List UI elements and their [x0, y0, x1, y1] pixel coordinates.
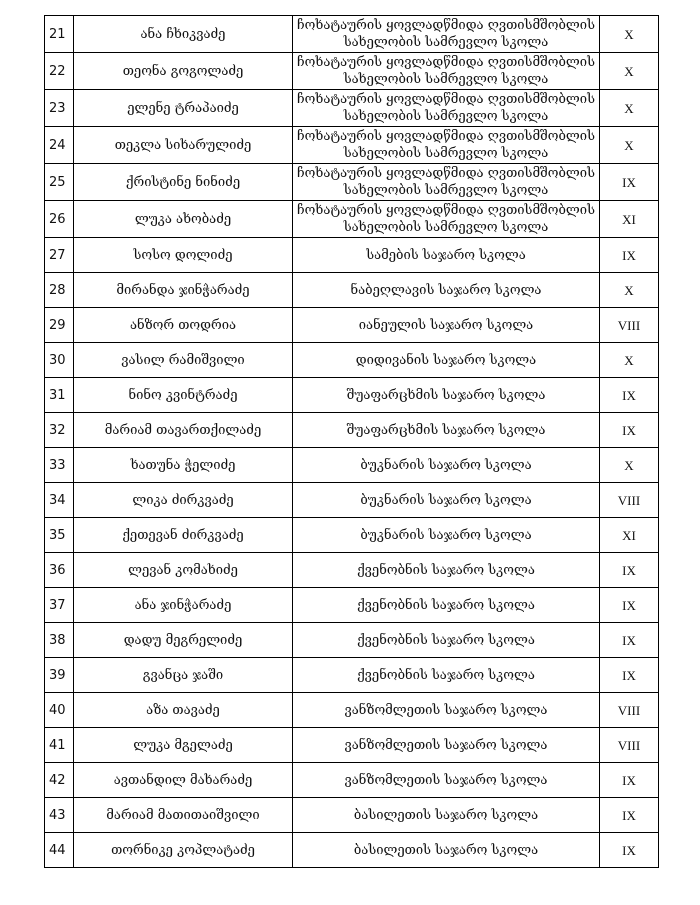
school-name: დიდივანის საჯარო სკოლა: [293, 343, 600, 378]
student-name: მარიამ თავართქილაძე: [74, 413, 293, 448]
student-name: ლიკა ძირკვაძე: [74, 483, 293, 518]
row-number: 31: [45, 378, 74, 413]
school-name: ქვენობნის საჯარო სკოლა: [293, 623, 600, 658]
grade: X: [600, 16, 659, 53]
school-name: ქვენობნის საჯარო სკოლა: [293, 553, 600, 588]
grade: XI: [600, 518, 659, 553]
row-number: 39: [45, 658, 74, 693]
student-name: მირანდა ჯინჭარაძე: [74, 273, 293, 308]
grade: IX: [600, 763, 659, 798]
school-name: ბუკნარის საჯარო სკოლა: [293, 518, 600, 553]
grade: X: [600, 127, 659, 164]
school-name: ჩოხატაურის ყოვლადწმიდა ღვთისმშობლის სახელობის სამრევლო სკოლა: [293, 201, 600, 238]
table-row: [45, 378, 659, 413]
grade: X: [600, 90, 659, 127]
table-row: [45, 127, 659, 164]
row-number: 29: [45, 308, 74, 343]
table-row: [45, 798, 659, 833]
school-name: ბუკნარის საჯარო სკოლა: [293, 483, 600, 518]
school-name: ბასილეთის საჯარო სკოლა: [293, 798, 600, 833]
table-row: [45, 658, 659, 693]
row-number: 43: [45, 798, 74, 833]
school-name: ჩოხატაურის ყოვლადწმიდა ღვთისმშობლის სახელობის სამრევლო სკოლა: [293, 90, 600, 127]
grade: IX: [600, 623, 659, 658]
grade: VIII: [600, 693, 659, 728]
participants-table-body: [45, 16, 659, 868]
student-name: მარიამ მათითაიშვილი: [74, 798, 293, 833]
grade: X: [600, 273, 659, 308]
table-row: [45, 518, 659, 553]
student-name: ლუკა ახობაძე: [74, 201, 293, 238]
grade: IX: [600, 798, 659, 833]
student-name: ელენე ტრაპაიძე: [74, 90, 293, 127]
school-name: სამების საჯარო სკოლა: [293, 238, 600, 273]
table-row: [45, 273, 659, 308]
row-number: 21: [45, 16, 74, 53]
school-name: ვანზომლეთის საჯარო სკოლა: [293, 693, 600, 728]
row-number: 32: [45, 413, 74, 448]
table-row: [45, 763, 659, 798]
row-number: 42: [45, 763, 74, 798]
student-name: ავთანდილ მახარაძე: [74, 763, 293, 798]
table-row: [45, 448, 659, 483]
row-number: 35: [45, 518, 74, 553]
row-number: 30: [45, 343, 74, 378]
student-name: თეკლა სიხარულიძე: [74, 127, 293, 164]
grade: IX: [600, 588, 659, 623]
table-row: [45, 16, 659, 53]
table-row: [45, 164, 659, 201]
school-name: ნაბეღლავის საჯარო სკოლა: [293, 273, 600, 308]
grade: IX: [600, 833, 659, 868]
school-name: შუაფარცხმის საჯარო სკოლა: [293, 413, 600, 448]
student-name: გვანცა ჯაში: [74, 658, 293, 693]
school-name: ჩოხატაურის ყოვლადწმიდა ღვთისმშობლის სახელობის სამრევლო სკოლა: [293, 53, 600, 90]
school-name: ვანზომლეთის საჯარო სკოლა: [293, 728, 600, 763]
school-name: ბასილეთის საჯარო სკოლა: [293, 833, 600, 868]
row-number: 26: [45, 201, 74, 238]
student-name: ანა ჯინჭარაძე: [74, 588, 293, 623]
student-name: ანზორ თოდრია: [74, 308, 293, 343]
row-number: 33: [45, 448, 74, 483]
row-number: 34: [45, 483, 74, 518]
table-row: [45, 238, 659, 273]
school-name: ჩოხატაურის ყოვლადწმიდა ღვთისმშობლის სახელობის სამრევლო სკოლა: [293, 16, 600, 53]
student-name: ანა ჩხიკვაძე: [74, 16, 293, 53]
grade: X: [600, 53, 659, 90]
row-number: 25: [45, 164, 74, 201]
school-name: ჩოხატაურის ყოვლადწმიდა ღვთისმშობლის სახელობის სამრევლო სკოლა: [293, 164, 600, 201]
school-name: ქვენობნის საჯარო სკოლა: [293, 658, 600, 693]
school-name: ვანზომლეთის საჯარო სკოლა: [293, 763, 600, 798]
student-name: ხათუნა ჭელიძე: [74, 448, 293, 483]
grade: XI: [600, 201, 659, 238]
grade: VIII: [600, 728, 659, 763]
table-row: [45, 483, 659, 518]
table-row: [45, 588, 659, 623]
row-number: 44: [45, 833, 74, 868]
row-number: 27: [45, 238, 74, 273]
school-name: ჩოხატაურის ყოვლადწმიდა ღვთისმშობლის სახელობის სამრევლო სკოლა: [293, 127, 600, 164]
table-row: [45, 623, 659, 658]
table-row: [45, 201, 659, 238]
row-number: 24: [45, 127, 74, 164]
student-name: ქრისტინე ნინიძე: [74, 164, 293, 201]
table-row: [45, 308, 659, 343]
grade: VIII: [600, 483, 659, 518]
row-number: 41: [45, 728, 74, 763]
table-row: [45, 728, 659, 763]
table-row: [45, 53, 659, 90]
grade: X: [600, 343, 659, 378]
row-number: 40: [45, 693, 74, 728]
school-name: ბუკნარის საჯარო სკოლა: [293, 448, 600, 483]
table-row: [45, 833, 659, 868]
school-name: შუაფარცხმის საჯარო სკოლა: [293, 378, 600, 413]
table-row: [45, 90, 659, 127]
school-name: ქვენობნის საჯარო სკოლა: [293, 588, 600, 623]
row-number: 36: [45, 553, 74, 588]
grade: IX: [600, 238, 659, 273]
participants-table: [44, 15, 659, 868]
student-name: თეონა გოგოლაძე: [74, 53, 293, 90]
row-number: 22: [45, 53, 74, 90]
row-number: 28: [45, 273, 74, 308]
table-row: [45, 413, 659, 448]
student-name: ვასილ რამიშვილი: [74, 343, 293, 378]
grade: IX: [600, 378, 659, 413]
student-name: ქეთევან ძირკვაძე: [74, 518, 293, 553]
student-name: სოსო დოლიძე: [74, 238, 293, 273]
table-row: [45, 553, 659, 588]
table-row: [45, 343, 659, 378]
student-name: აზა თავაძე: [74, 693, 293, 728]
grade: IX: [600, 413, 659, 448]
table-row: [45, 693, 659, 728]
school-name: იანეულის საჯარო სკოლა: [293, 308, 600, 343]
grade: IX: [600, 164, 659, 201]
student-name: დადუ მეგრელიძე: [74, 623, 293, 658]
grade: IX: [600, 658, 659, 693]
student-name: ლუკა მგელაძე: [74, 728, 293, 763]
row-number: 38: [45, 623, 74, 658]
grade: VIII: [600, 308, 659, 343]
student-name: ნინო კვინტრაძე: [74, 378, 293, 413]
row-number: 23: [45, 90, 74, 127]
student-name: თორნიკე კოპლატაძე: [74, 833, 293, 868]
row-number: 37: [45, 588, 74, 623]
grade: IX: [600, 553, 659, 588]
grade: X: [600, 448, 659, 483]
student-name: ლევან კომახიძე: [74, 553, 293, 588]
